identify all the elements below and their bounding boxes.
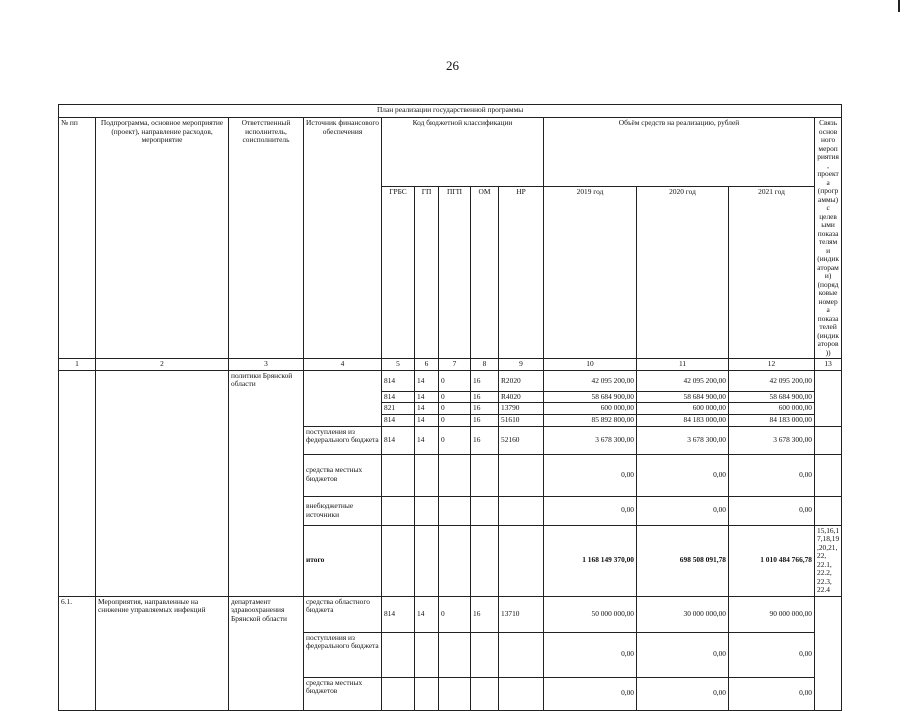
cell-2021-total: 1 010 484 766,78 [729,525,815,596]
cell-program [96,370,229,596]
cell-source: средства местных бюджетов [304,677,382,710]
cell-grbs: 814 [382,391,415,403]
header-row-1 [59,118,842,187]
colnum: 7 [439,359,471,371]
header-program: Подпрограмма, основное мероприятие (проект), направление расходов, мероприятие [96,118,229,359]
cell-gp [415,525,439,596]
cell-2020: 3 678 300,00 [637,426,729,454]
cell-2019: 85 892 800,00 [544,414,637,426]
cell-pgp: 0 [439,414,471,426]
cell-source: поступления из федерального бюджета [304,632,382,677]
cell-pgp [439,677,471,710]
cell-2020: 0,00 [637,454,729,496]
cell-gp: 14 [415,370,439,391]
table-row [59,596,842,632]
scan-edge-mark [898,0,900,12]
cell-2019: 600 000,00 [544,403,637,415]
colnum: 10 [544,359,637,371]
cell-2020: 58 684 900,00 [637,391,729,403]
cell-pgp [439,454,471,496]
cell-gp [415,632,439,677]
cell-2019: 0,00 [544,632,637,677]
cell-2019: 3 678 300,00 [544,426,637,454]
cell-link [815,370,842,426]
colnum: 12 [729,359,815,371]
header-kbk: Код бюджетной классификации [382,118,544,187]
cell-program: Мероприятия, направленные на снижение управляемых инфекций [96,596,229,710]
cell-nr: R2020 [499,370,544,391]
cell-link-total: 15,16,17,18,19,20,21, 22, 22.1, 22.2, 22.3, 22.4 [815,525,842,596]
cell-2019: 0,00 [544,677,637,710]
colnum: 5 [382,359,415,371]
cell-source: поступления из федерального бюджета [304,426,382,454]
cell-2020: 84 183 000,00 [637,414,729,426]
cell-source: средства местных бюджетов [304,454,382,496]
cell-om: 16 [471,596,499,632]
cell-om: 16 [471,414,499,426]
header-no: № пп [59,118,96,359]
cell-nr: 52160 [499,426,544,454]
cell-nr [499,454,544,496]
cell-executor: департамент здравоохранения Брянской области [229,596,304,710]
cell-pgp: 0 [439,426,471,454]
cell-2019: 0,00 [544,454,637,496]
cell-nr: 51610 [499,414,544,426]
cell-nr [499,677,544,710]
cell-om [471,525,499,596]
cell-gp: 14 [415,391,439,403]
colnum: 9 [499,359,544,371]
colnum: 3 [229,359,304,371]
cell-link [815,496,842,525]
header-link: Связь основного мероприятия, проекта (программы) с целевыми показателями (индикаторами) (порядковые номера показателей (индикаторов)) [815,118,842,359]
colnum: 13 [815,359,842,371]
cell-grbs [382,632,415,677]
cell-gp: 14 [415,403,439,415]
cell-nr [499,496,544,525]
cell-2021: 90 000 000,00 [729,596,815,632]
cell-2019: 58 684 900,00 [544,391,637,403]
cell-no [59,370,96,596]
cell-source [304,370,382,426]
program-plan-table [58,104,842,711]
cell-2021: 3 678 300,00 [729,426,815,454]
header-executor: Ответственный исполнитель, соисполнитель [229,118,304,359]
cell-2020: 0,00 [637,677,729,710]
cell-grbs: 814 [382,370,415,391]
cell-2020-total: 698 508 091,78 [637,525,729,596]
cell-2021: 84 183 000,00 [729,414,815,426]
cell-2020: 0,00 [637,632,729,677]
cell-gp [415,677,439,710]
page-number: 26 [446,58,459,73]
cell-om: 16 [471,426,499,454]
cell-grbs: 814 [382,596,415,632]
cell-2020: 42 095 200,00 [637,370,729,391]
cell-2021: 0,00 [729,632,815,677]
cell-2021: 0,00 [729,496,815,525]
cell-2020: 30 000 000,00 [637,596,729,632]
cell-nr [499,525,544,596]
cell-source: средства областного бюджета [304,596,382,632]
cell-2021: 600 000,00 [729,403,815,415]
cell-2021: 42 095 200,00 [729,370,815,391]
cell-gp: 14 [415,426,439,454]
cell-2019-total: 1 168 149 370,00 [544,525,637,596]
cell-om [471,454,499,496]
cell-om: 16 [471,403,499,415]
cell-pgp: 0 [439,370,471,391]
colnum: 1 [59,359,96,371]
cell-grbs: 821 [382,403,415,415]
colnum: 4 [304,359,382,371]
header-2021: 2021 год [729,186,815,358]
cell-grbs: 814 [382,414,415,426]
cell-2019: 50 000 000,00 [544,596,637,632]
column-numbers-row [59,359,842,371]
header-2020: 2020 год [637,186,729,358]
colnum: 6 [415,359,439,371]
header-om: ОМ [471,186,499,358]
cell-pgp [439,632,471,677]
cell-no: 6.1. [59,596,96,710]
header-volume: Объём средств на реализацию, рублей [544,118,815,187]
colnum: 11 [637,359,729,371]
cell-link [815,426,842,454]
cell-2019: 42 095 200,00 [544,370,637,391]
colnum: 8 [471,359,499,371]
header-2019: 2019 год [544,186,637,358]
cell-gp: 14 [415,596,439,632]
cell-grbs [382,677,415,710]
cell-nr: 13790 [499,403,544,415]
header-nr: НР [499,186,544,358]
cell-grbs [382,525,415,596]
cell-2021: 0,00 [729,454,815,496]
cell-pgp [439,525,471,596]
cell-nr: 13710 [499,596,544,632]
table-title-row [59,105,842,118]
cell-grbs [382,496,415,525]
cell-link [815,596,842,710]
cell-executor: политики Брянской области [229,370,304,596]
cell-pgp: 0 [439,596,471,632]
table-row [59,370,842,391]
cell-2019: 0,00 [544,496,637,525]
cell-source-total: итого [304,525,382,596]
cell-om [471,677,499,710]
cell-nr [499,632,544,677]
cell-grbs [382,454,415,496]
cell-om [471,632,499,677]
header-gp: ГП [415,186,439,358]
cell-link [815,454,842,496]
cell-om: 16 [471,391,499,403]
colnum: 2 [96,359,229,371]
cell-2021: 0,00 [729,677,815,710]
cell-grbs: 814 [382,426,415,454]
cell-2021: 58 684 900,00 [729,391,815,403]
table-title: План реализации государственной программы [59,105,842,118]
header-pgp: ПГП [439,186,471,358]
cell-gp [415,454,439,496]
cell-pgp: 0 [439,391,471,403]
header-grbs: ГРБС [382,186,415,358]
cell-gp [415,496,439,525]
header-source: Источник финансового обеспечения [304,118,382,359]
cell-pgp: 0 [439,403,471,415]
cell-gp: 14 [415,414,439,426]
cell-pgp [439,496,471,525]
cell-2020: 0,00 [637,496,729,525]
cell-2020: 600 000,00 [637,403,729,415]
cell-om: 16 [471,370,499,391]
cell-nr: R4020 [499,391,544,403]
cell-om [471,496,499,525]
cell-source: внебюджетные источники [304,496,382,525]
